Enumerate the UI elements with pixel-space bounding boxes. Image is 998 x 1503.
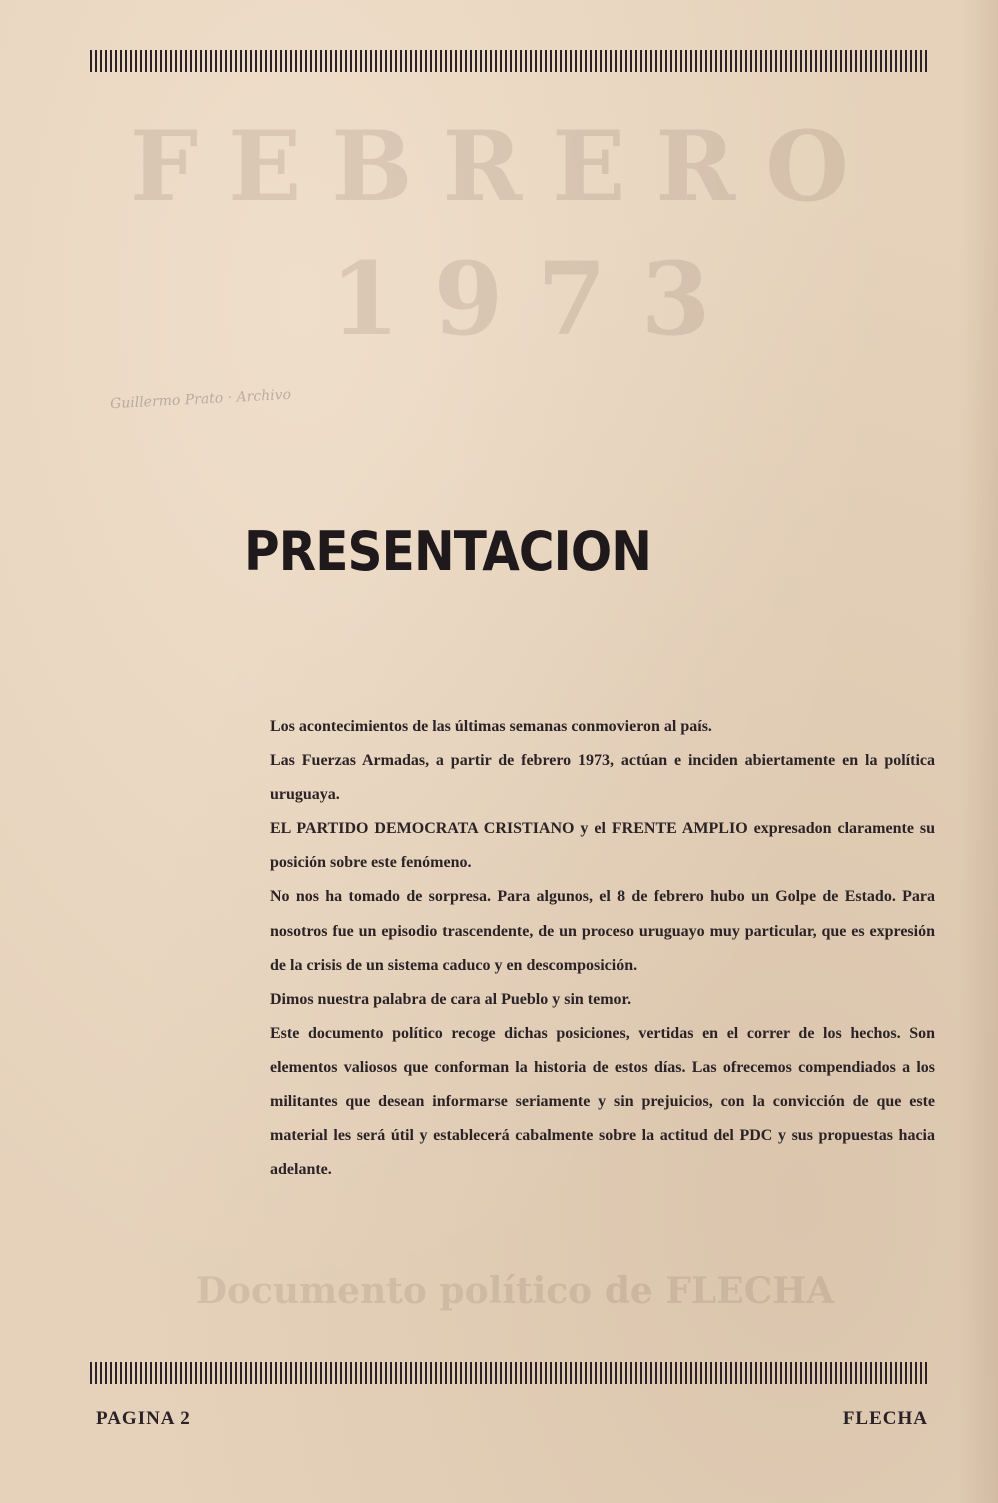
handwritten-note: Guillermo Prato · Archivo (109, 386, 292, 413)
paragraph: Este documento político recoge dichas posiciones, vertidas en el correr de los hechos. Son elementos valiosos que conforman la historia de estos días. Las ofrecemos compendiados a los militantes que desean informarse seriamente y sin prejuicios, con la convicción de que este material les será útil y establecerá cabalmente sobre la actitud del PDC y sus propuestas hacia adelante. (270, 1024, 935, 1179)
page-number: PAGINA 2 (96, 1408, 191, 1429)
paragraph: Los acontecimientos de las últimas semanas conmovieron al país. (270, 718, 712, 735)
show-through-text-2: 1973 (330, 240, 745, 358)
body-text (270, 710, 935, 1187)
page-title: PRESENTACION (244, 520, 652, 583)
show-through-text-3: Documento político de FLECHA (195, 1270, 835, 1312)
paragraph: Dimos nuestra palabra de cara al Pueblo y sin temor. (270, 990, 632, 1008)
page-fold-shadow (958, 0, 998, 1503)
top-decorative-rule (90, 50, 930, 72)
paragraph: EL PARTIDO DEMOCRATA CRISTIANO y el FRENTE AMPLIO expresadon claramente su posición sobre este fenómeno. (270, 820, 935, 872)
paragraph: Las Fuerzas Armadas, a partir de febrero 1973, actúan e inciden abiertamente en la política uruguaya. (270, 752, 935, 804)
publication-name: FLECHA (842, 1408, 928, 1429)
bottom-decorative-rule (90, 1362, 930, 1384)
show-through-text-1: FEBRERO (130, 110, 879, 223)
paragraph: No nos ha tomado de sorpresa. Para algunos, el 8 de febrero hubo un Golpe de Estado. Para nosotros fue un episodio trascendente, de un proceso uruguayo muy particular, que es expresión de la crisis de un sistema caduco y en descomposición. (270, 888, 935, 974)
